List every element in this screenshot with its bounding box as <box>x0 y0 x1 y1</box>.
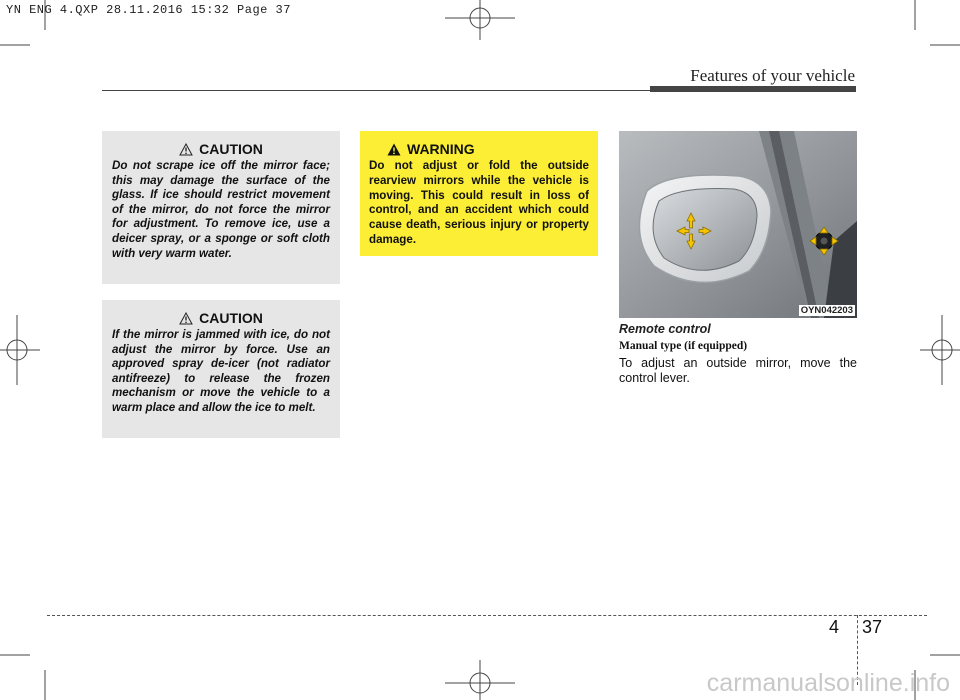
figure-caption-subtitle: Manual type (if equipped) <box>619 340 748 352</box>
warning-text: Do not adjust or fold the outside rearview mirrors while the vehicle is moving. This could result in loss of control, and an accident which could cause death, serious injury or property damage. <box>369 159 589 246</box>
registration-target-right <box>920 315 960 385</box>
footer-rule <box>47 615 927 616</box>
registration-target-top <box>445 0 515 40</box>
warning-box <box>360 131 598 256</box>
caution-header <box>112 141 330 157</box>
warning-header <box>369 141 589 157</box>
registration-target-left <box>0 315 40 385</box>
mirror-illustration <box>619 131 857 318</box>
caution-box-jammed-mirror <box>102 300 340 438</box>
figure-caption-body: To adjust an outside mirror, move the control lever. <box>619 356 857 385</box>
page-number: 37 <box>862 617 883 637</box>
caution-text: If the mirror is jammed with ice, do not adjust the mirror by force. Use an approved spray de-icer (not radiator antifreeze) to release the frozen mechanism or move the vehicle to a warm place and allow the ice to melt. <box>112 328 330 414</box>
warning-triangle-icon <box>387 143 401 156</box>
figure-caption-title: Remote control <box>619 322 711 336</box>
caution-title: CAUTION <box>199 310 263 326</box>
caution-header <box>112 310 330 326</box>
caution-triangle-icon <box>179 312 193 325</box>
warning-title: WARNING <box>407 141 475 157</box>
watermark-text: carmanualsonline.info <box>706 669 950 697</box>
caution-triangle-icon <box>179 143 193 156</box>
registration-target-bottom <box>445 660 515 700</box>
caution-text: Do not scrape ice off the mirror face; this may damage the surface of the glass. If ice should restrict movement of the mirror, do not force the mirror for adjustment. To remove ice, use a deicer spray, or a sponge or soft cloth with very warm water. <box>112 159 330 260</box>
header-rule-accent <box>650 86 856 92</box>
section-title: Features of your vehicle <box>690 66 855 85</box>
figure-code: OYN042203 <box>800 305 853 316</box>
mirror-remote-control-photo <box>619 131 857 318</box>
caution-title: CAUTION <box>199 141 263 157</box>
printer-slug: YN ENG 4.QXP 28.11.2016 15:32 Page 37 <box>6 3 291 17</box>
chapter-number: 4 <box>829 617 840 637</box>
caution-box-ice-scraping <box>102 131 340 284</box>
header-rule <box>102 90 650 91</box>
